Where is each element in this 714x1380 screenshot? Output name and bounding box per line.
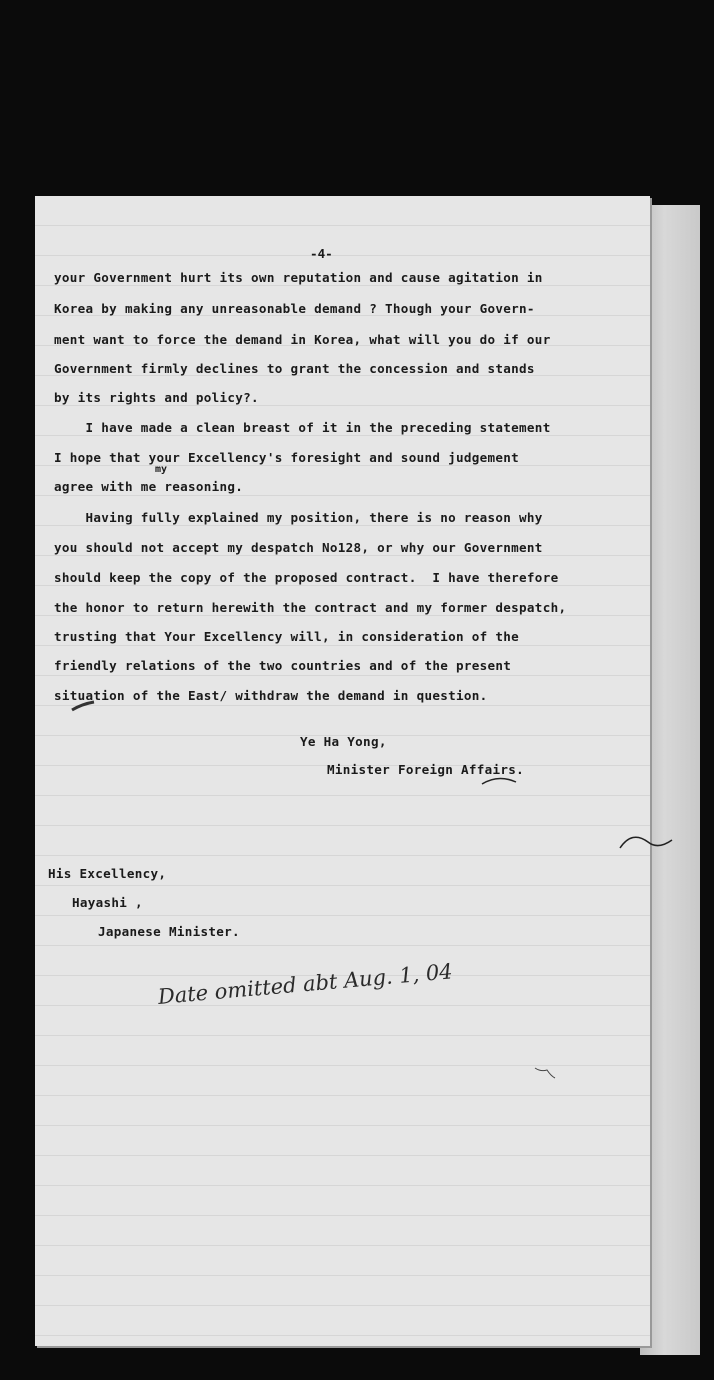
addressee-line: His Excellency,: [48, 866, 167, 881]
body-line: Korea by making any unreasonable demand ? Though your Govern-: [54, 301, 535, 316]
handwritten-note: Date omitted abt Aug. 1, 04: [156, 959, 454, 1009]
addressee-line: Japanese Minister.: [98, 924, 240, 939]
body-line: the honor to return herewith the contract and my former despatch,: [54, 600, 567, 615]
body-line: friendly relations of the two countries and of the present: [54, 658, 512, 673]
body-line: by its rights and policy?.: [54, 390, 259, 405]
body-line: Having fully explained my position, there is no reason why: [54, 510, 543, 525]
body-line: you should not accept my despatch No128, or why our Government: [54, 540, 543, 555]
body-line: I hope that your Excellency's foresight and sound judgement: [54, 450, 520, 465]
body-line: Government firmly declines to grant the concession and stands: [54, 361, 535, 376]
body-line: trusting that Your Excellency will, in consideration of the: [54, 629, 520, 644]
interlineation: my: [155, 464, 168, 475]
signature-title: Minister Foreign Affairs.: [327, 762, 525, 777]
body-line: ment want to force the demand in Korea, what will you do if our: [54, 332, 551, 347]
page-number: -4-: [310, 246, 333, 261]
body-line: your Government hurt its own reputation and cause agitation in: [54, 270, 543, 285]
addressee-line: Hayashi ,: [72, 895, 143, 910]
body-line: agree with me reasoning.: [54, 479, 244, 494]
body-line: I have made a clean breast of it in the preceding statement: [54, 420, 551, 435]
body-line: situation of the East/ withdraw the demand in question.: [54, 688, 488, 703]
signature-name: Ye Ha Yong,: [300, 734, 387, 749]
body-line: should keep the copy of the proposed contract. I have therefore: [54, 570, 559, 585]
